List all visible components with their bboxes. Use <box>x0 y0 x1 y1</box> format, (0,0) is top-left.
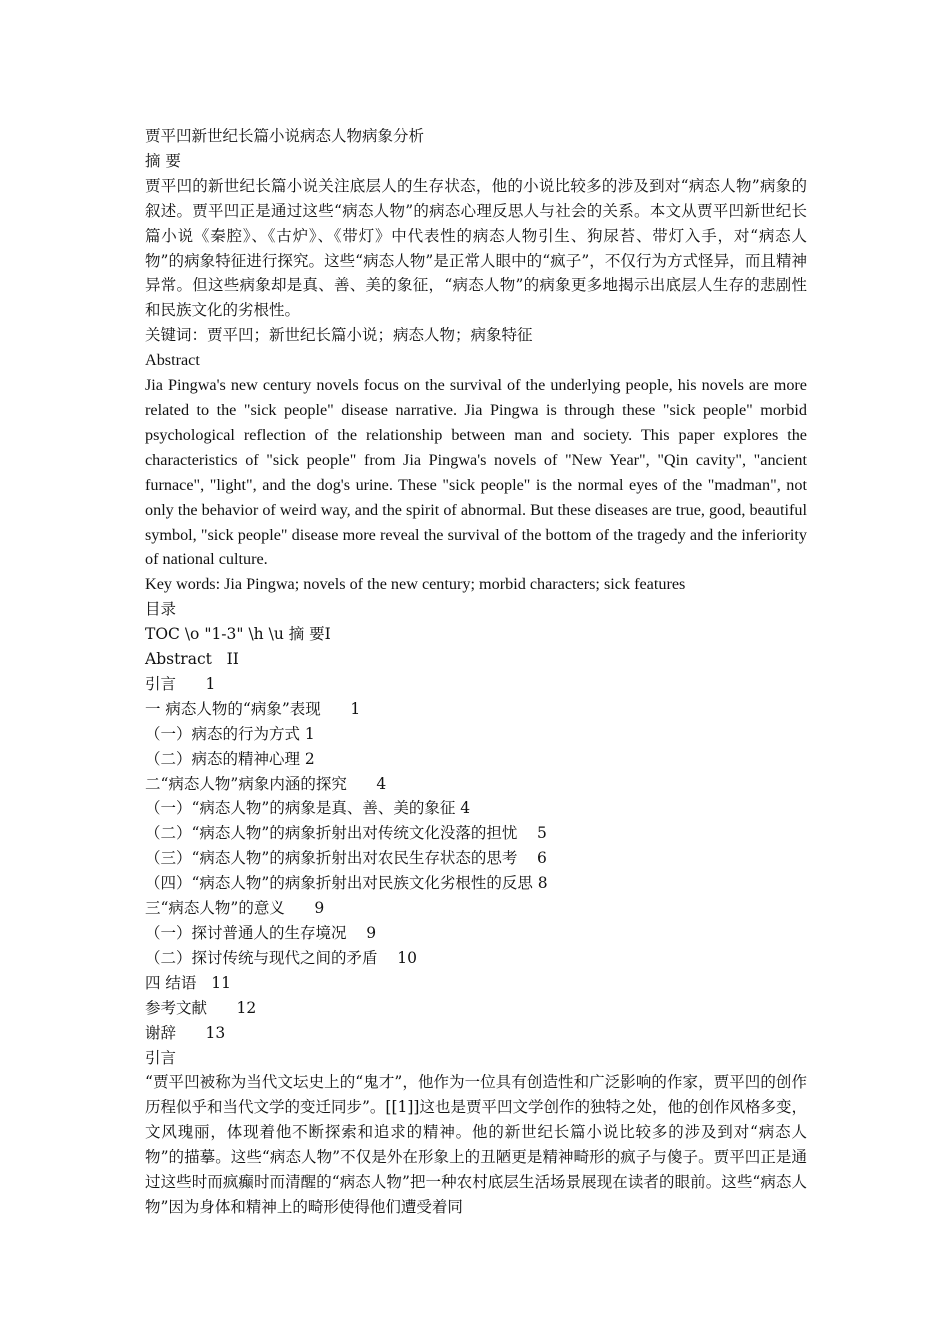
toc-entry[interactable]: （二）探讨传统与现代之间的矛盾 10 <box>145 948 417 967</box>
toc-entry[interactable]: 二“病态人物”病象内涵的探究 4 <box>145 774 387 793</box>
abstract-cn-keywords: 关键词：贾平凹；新世纪长篇小说；病态人物；病象特征 <box>145 326 533 345</box>
abstract-cn-text: 贾平凹的新世纪长篇小说关注底层人的生存状态，他的小说比较多的涉及到对“病态人物”病象的叙述。贾平凹正是通过这些“病态人物”的病态心理反思人与社会的关系。本文从贾平凹新世纪长篇小说《秦腔》、《古炉》、《带灯》中代表性的病态人物引生、狗尿苔、带灯入手，对“病态人物”的病象特征进行探究。这些“病态人物”是正常人眼中的“疯子”，不仅行为方式怪异，而且精神异常。但这些病象却是真、善、美的象征，“病态人物”的病象更多地揭示出底层人生存的悲剧性和民族文化的劣根性。 <box>145 176 807 320</box>
toc-entry[interactable]: 一 病态人物的“病象”表现 1 <box>145 699 361 718</box>
toc-entry[interactable]: （三）“病态人物”的病象折射出对农民生存状态的思考 6 <box>145 849 547 868</box>
toc-entry[interactable]: （二）病态的精神心理 2 <box>145 749 315 768</box>
document-page <box>145 124 807 1220</box>
intro-text: “贾平凹被称为当代文坛史上的“鬼才”，他作为一位具有创造性和广泛影响的作家，贾平凹的创作历程似乎和当代文学的变迁同步”。[[1]]这也是贾平凹文学创作的独特之处，他的创作风格多变，文风瑰丽，体现着他不断探索和追求的精神。他的新世纪长篇小说比较多的涉及到对“病态人物”的描摹。这些“病态人物”不仅是外在形象上的丑陋更是精神畸形的疯子与傻子。贾平凹正是通过这些时而疯癫时而清醒的“病态人物”把一种农村底层生活场景展现在读者的眼前。这些“病态人物”因为身体和精神上的畸形使得他们遭受着同 <box>145 1073 807 1216</box>
abstract-en-text: Jia Pingwa's new century novels focus on the survival of the underlying people, his novels are more related to the "sick people" disease narrative. Jia Pingwa is through these "sick people" morbid psychological reflection of the relationship between man and society. This paper explores the characteristics of "sick people" from Jia Pingwa's novels of "New Year", "Qin cavity", "ancient furnace", "light", and the dog's urine. These "sick people" is the normal eyes of the "madman", not only the behavior of weird way, and the spirit of abnormal. But these diseases are true, good, beautiful symbol, "sick people" disease more reveal the survival of the bottom of the tragedy and the inferiority of national culture. <box>145 376 807 569</box>
toc-entry[interactable]: （二）“病态人物”的病象折射出对传统文化没落的担忧 5 <box>145 824 547 843</box>
toc-entry[interactable]: 三“病态人物”的意义 9 <box>145 899 325 918</box>
abstract-cn-heading: 摘 要 <box>145 151 181 170</box>
toc-entry[interactable]: （四）“病态人物”的病象折射出对民族文化劣根性的反思 8 <box>145 874 548 893</box>
toc-entry[interactable]: （一）“病态人物”的病象是真、善、美的象征 4 <box>145 799 471 818</box>
toc-entry[interactable]: （一）探讨普通人的生存境况 9 <box>145 924 377 942</box>
abstract-en-keywords: Key words: Jia Pingwa; novels of the new century; morbid characters; sick features <box>145 575 686 594</box>
toc-heading: 目录 <box>145 600 177 619</box>
toc-entry[interactable]: 参考文献 12 <box>145 998 257 1017</box>
toc-entry[interactable]: 谢辞 13 <box>145 1023 226 1042</box>
toc-entry[interactable]: Abstract II <box>145 650 239 669</box>
toc-entry[interactable]: TOC \o "1-3" \h \u 摘 要I <box>145 625 331 644</box>
document-title: 贾平凹新世纪长篇小说病态人物病象分析 <box>145 127 425 145</box>
toc-entry[interactable]: （一）病态的行为方式 1 <box>145 724 315 743</box>
abstract-en-heading: Abstract <box>145 351 200 370</box>
toc-entry[interactable]: 四 结语 11 <box>145 973 231 992</box>
toc-entry[interactable]: 引言 1 <box>145 674 216 693</box>
intro-heading: 引言 <box>145 1048 177 1067</box>
toc-list <box>145 622 807 1045</box>
